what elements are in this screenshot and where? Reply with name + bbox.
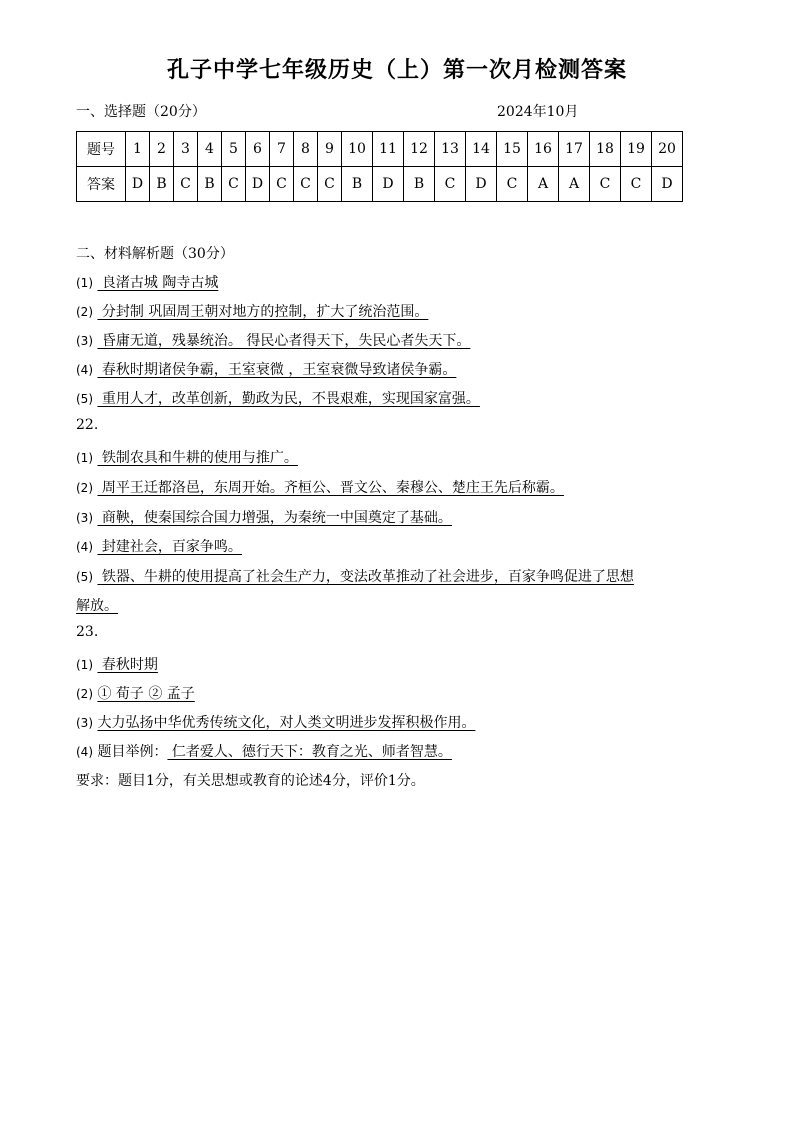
q21-item: (3) 昏庸无道，残暴统治。 得民心者得天下，失民心者失天下。 — [76, 333, 471, 349]
question-number-cell: 17 — [559, 132, 590, 167]
section-material-heading: 二、材料解析题（30分） — [76, 246, 234, 262]
q23-item: (4) 题目举例： 仁者爱人、德行天下：教育之光、师者智慧。 — [76, 744, 452, 760]
q22-item: (1) 铁制农具和牛耕的使用与推广。 — [76, 450, 298, 466]
question-number-cell: 11 — [373, 132, 404, 167]
question-number-cell: 14 — [466, 132, 497, 167]
answer-cell: A — [528, 167, 559, 202]
question-number-cell: 9 — [318, 132, 342, 167]
answer-cell: B — [404, 167, 435, 202]
q23-label: 23. — [76, 624, 99, 640]
q22-item-continuation: 解放。 — [76, 598, 118, 614]
answer-table — [76, 131, 683, 202]
question-number-cell: 7 — [270, 132, 294, 167]
answer-cell: C — [174, 167, 198, 202]
q22-item: (2) 周平王迁都洛邑，东周开始。齐桓公、晋文公、秦穆公、楚庄王先后称霸。 — [76, 480, 564, 496]
answer-cell: C — [590, 167, 621, 202]
table-head-number: 题号 — [77, 132, 126, 167]
section-choice-heading: 一、选择题（20分） — [76, 104, 206, 120]
question-number-cell: 6 — [246, 132, 270, 167]
question-number-cell: 3 — [174, 132, 198, 167]
question-number-cell: 1 — [126, 132, 150, 167]
table-row-numbers — [77, 132, 683, 167]
question-number-cell: 16 — [528, 132, 559, 167]
q21-item: (4) 春秋时期诸侯争霸，王室衰微 ，王室衰微导致诸侯争霸。 — [76, 362, 457, 378]
question-number-cell: 13 — [435, 132, 466, 167]
question-number-cell: 5 — [222, 132, 246, 167]
question-number-cell: 18 — [590, 132, 621, 167]
table-row-answers — [77, 167, 683, 202]
question-number-cell: 12 — [404, 132, 435, 167]
answer-cell: C — [621, 167, 652, 202]
answer-cell: C — [294, 167, 318, 202]
answer-cell: D — [652, 167, 683, 202]
exam-date: 2024年10月 — [497, 104, 579, 120]
q22-item: (4) 封建社会，百家争鸣。 — [76, 539, 242, 555]
answer-cell: C — [497, 167, 528, 202]
table-head-answer: 答案 — [77, 167, 126, 202]
q22-item: (3) 商鞅，使秦国综合国力增强，为秦统一中国奠定了基础。 — [76, 510, 452, 526]
q23-requirement: 要求：题目1分，有关思想或教育的论述4分，评价1分。 — [76, 773, 425, 789]
answer-cell: B — [198, 167, 222, 202]
q23-item: (3) 大力弘扬中华优秀传统文化，对人类文明进步发挥积极作用。 — [76, 715, 476, 731]
answer-cell: C — [222, 167, 246, 202]
answer-cell: A — [559, 167, 590, 202]
q22-item: (5) 铁器、牛耕的使用提高了社会生产力，变法改革推动了社会进步，百家争鸣促进了思想 — [76, 569, 634, 585]
q21-item: (1) 良渚古城 陶寺古城 — [76, 275, 219, 291]
answer-cell: C — [318, 167, 342, 202]
q21-item: (2) 分封制 巩固周王朝对地方的控制，扩大了统治范围。 — [76, 304, 429, 320]
answer-cell: D — [246, 167, 270, 202]
question-number-cell: 8 — [294, 132, 318, 167]
answer-cell: C — [435, 167, 466, 202]
question-number-cell: 15 — [497, 132, 528, 167]
question-number-cell: 10 — [342, 132, 373, 167]
answer-cell: D — [126, 167, 150, 202]
question-number-cell: 19 — [621, 132, 652, 167]
answer-cell: D — [373, 167, 404, 202]
q23-item: (1) 春秋时期 — [76, 657, 158, 673]
answer-cell: D — [466, 167, 497, 202]
page-title: 孔子中学七年级历史（上）第一次月检测答案 — [166, 57, 627, 83]
answer-cell: B — [342, 167, 373, 202]
question-number-cell: 4 — [198, 132, 222, 167]
question-number-cell: 20 — [652, 132, 683, 167]
q22-label: 22. — [76, 417, 99, 433]
answer-cell: C — [270, 167, 294, 202]
q23-item: (2) ① 荀子 ② 孟子 — [76, 686, 195, 702]
answer-cell: B — [150, 167, 174, 202]
question-number-cell: 2 — [150, 132, 174, 167]
q21-item: (5) 重用人才，改革创新，勤政为民，不畏艰难，实现国家富强。 — [76, 391, 480, 407]
